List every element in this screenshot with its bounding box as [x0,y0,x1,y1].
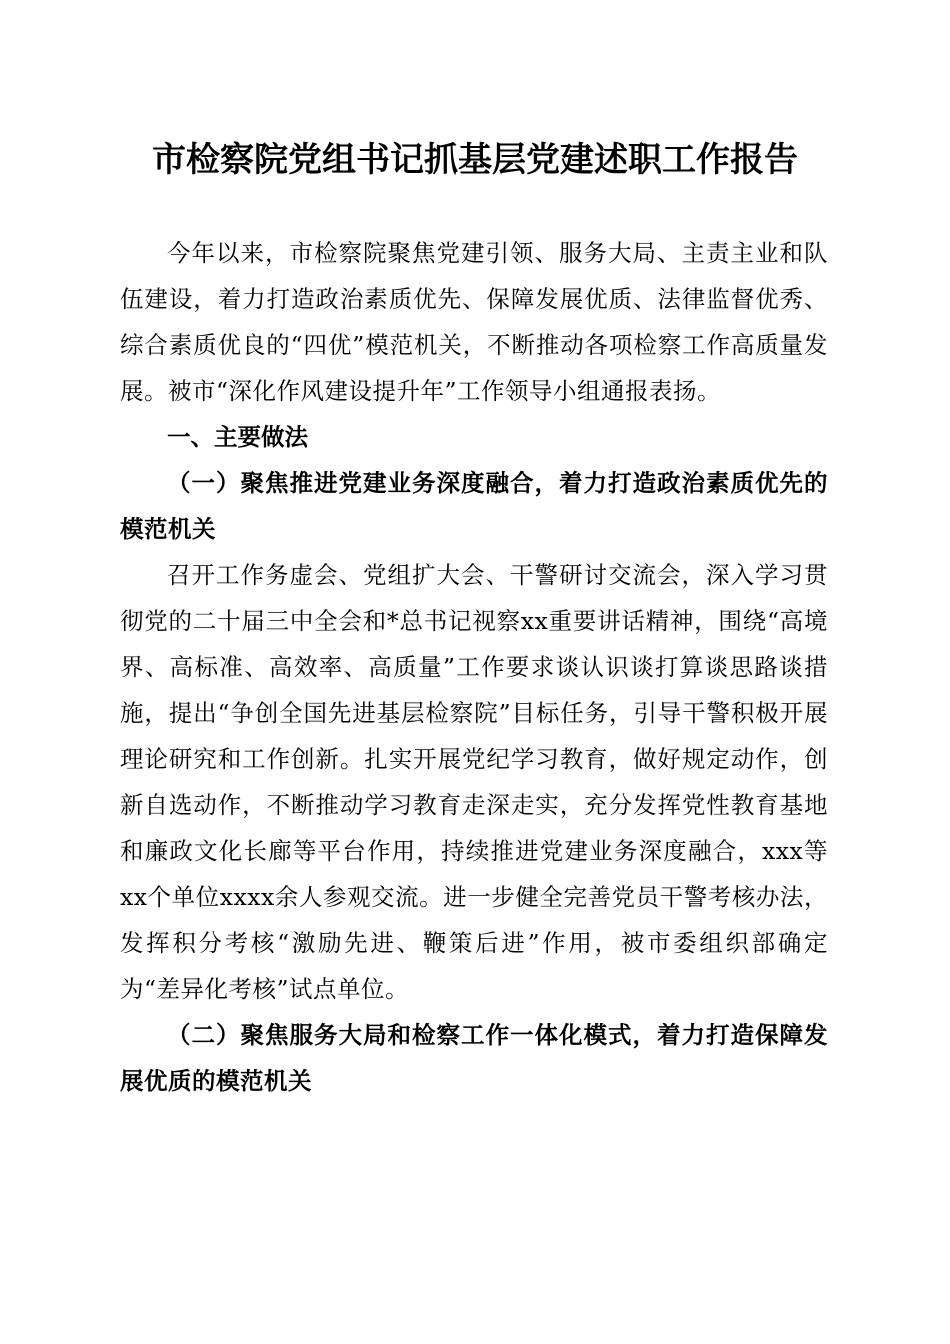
document-body [120,230,828,1104]
intro-paragraph: 今年以来，市检察院聚焦党建引领、服务大局、主责主业和队伍建设，着力打造政治素质优先、保障发展优质、法律监督优秀、综合素质优良的“四优”模范机关，不断推动各项检察工作高质量发展。被市“深化作风建设提升年”工作领导小组通报表扬。 [120,239,828,405]
section-heading-main-practices: 一、主要做法 [167,423,308,451]
document-title: 市检察院党组书记抓基层党建述职工作报告 [152,140,798,180]
subsection-heading-2: （二）聚焦服务大局和检察工作一体化模式，着力打造保障发展优质的模范机关 [120,1021,828,1095]
subsection-1-paragraph: 召开工作务虚会、党组扩大会、干警研讨交流会，深入学习贯彻党的二十届三中全会和*总书记视察xx重要讲话精神，围绕“高境界、高标准、高效率、高质量”工作要求谈认识谈打算谈思路谈措施，提出“争创全国先进基层检察院”目标任务，引导干警积极开展理论研究和工作创新。扎实开展党纪学习教育，做好规定动作，创新自选动作，不断推动学习教育走深走实，充分发挥党性教育基地和廉政文化长廊等平台作用，持续推进党建业务深度融合，xxx等xx个单位xxxx余人参观交流。进一步健全完善党员干警考核办法，发挥积分考核“激励先进、鞭策后进”作用，被市委组织部确定为“差异化考核”试点单位。 [120,561,828,1003]
subsection-heading-1: （一）聚焦推进党建业务深度融合，着力打造政治素质优先的模范机关 [120,469,828,543]
